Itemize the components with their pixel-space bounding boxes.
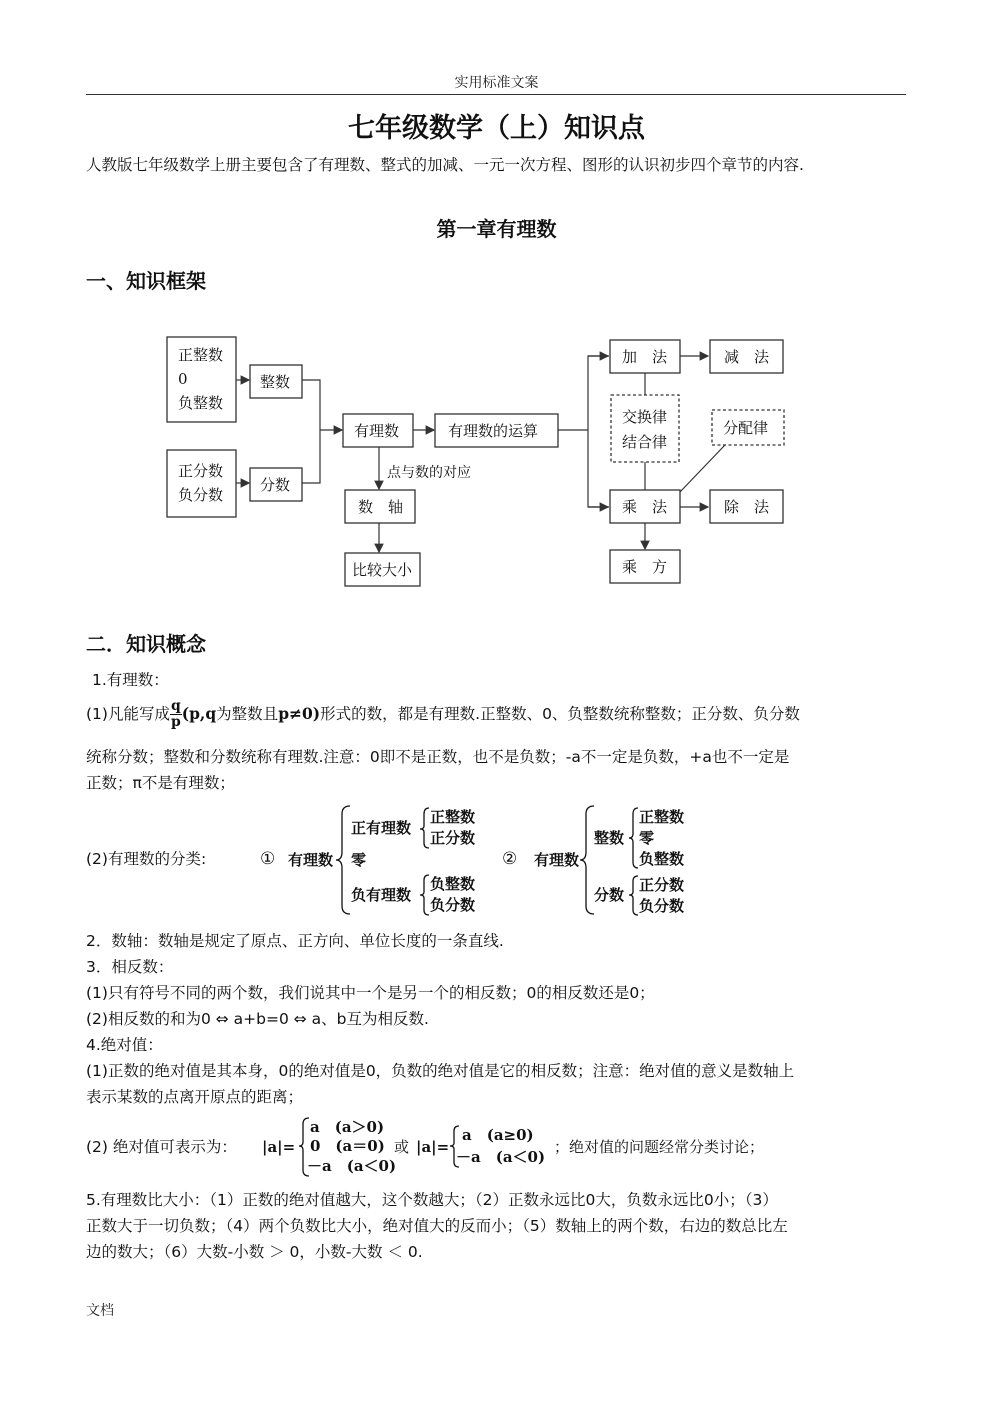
- classification-trees: [280, 800, 720, 925]
- concept1-line3: 正数；π不是有理数；: [86, 774, 235, 792]
- brace-tree2-int: [629, 808, 638, 868]
- concept5-line3: 边的数大；（6）大数-小数 ＞ 0，小数-大数 ＜ 0.: [86, 1243, 423, 1261]
- circle-one: ①: [260, 849, 276, 869]
- label-distributive: 分配律: [723, 419, 769, 437]
- concept3-line1: (1)只有符号不同的两个数，我们说其中一个是另一个的相反数；0的相反数还是0；: [86, 984, 655, 1002]
- label-pos-frac: 正分数: [178, 462, 224, 480]
- label-associative: 结合律: [622, 433, 668, 451]
- box-commutative-associative: [611, 395, 679, 462]
- tree1-neg-frac: 负分数: [430, 896, 476, 914]
- page-title: 七年级数学（上）知识点: [348, 113, 645, 144]
- case2-nonneg: a (a≥0): [462, 1126, 534, 1144]
- label-rational: 有理数: [354, 422, 400, 440]
- label-point-number: 点与数的对应: [387, 465, 471, 481]
- label-neg-frac: 负分数: [178, 486, 224, 504]
- brace-tree1: [336, 806, 350, 914]
- concept5-line2: 正数大于一切负数；（4）两个负数比大小，绝对值大的反而小；（5）数轴上的两个数，右边的数总比左: [86, 1217, 788, 1235]
- concept4-line3-prefix: (2) 绝对值可表示为：: [86, 1138, 237, 1156]
- concept3-line2: (2)相反数的和为0 ⇔ a+b=0 ⇔ a、b互为相反数.: [86, 1010, 429, 1028]
- section-concepts-heading: 二．知识概念: [86, 632, 206, 656]
- label-neg-int: 负整数: [178, 394, 224, 412]
- box-fractions-kinds: [167, 450, 236, 517]
- concept1-line1: (1)凡能写成 $\frac{q}{p}$ (p,q为整数且p≠0)形式的数，都是有理数.正整数、0、负整数统称整数；正分数、负分数: [86, 698, 800, 730]
- tree2-neg-frac: 负分数: [639, 897, 685, 915]
- label-operations: 有理数的运算: [448, 422, 539, 440]
- tree1-root: 有理数: [288, 851, 334, 869]
- tree1-pos-frac: 正分数: [430, 829, 476, 847]
- tree1-zero: 零: [351, 851, 367, 869]
- concept4-line3-suffix: ；绝对值的问题经常分类讨论；: [554, 1138, 765, 1156]
- brace-tree1-pos: [420, 808, 429, 848]
- case1-positive: a (a＞0): [310, 1118, 385, 1136]
- label-subtract: 减 法: [724, 348, 770, 366]
- absolute-value-formula: [258, 1112, 818, 1182]
- case1-negative: －a (a＜0): [307, 1157, 397, 1175]
- brace-tree2-frac: [629, 876, 638, 915]
- tree1-neg-int: 负整数: [430, 875, 476, 893]
- page-footer: 文档: [86, 1303, 114, 1319]
- concept5-line1: 5.有理数比大小：（1）正数的绝对值越大，这个数越大；（2）正数永远比0大，负数永远比0小；（3）: [86, 1191, 778, 1209]
- brace-tree2: [580, 806, 594, 914]
- tree2-pos-frac: 正分数: [639, 876, 685, 894]
- label-multiply: 乘 法: [622, 498, 668, 516]
- tree2-integer: 整数: [594, 829, 625, 847]
- chapter-title: 第一章有理数: [436, 217, 557, 241]
- framework-diagram: [150, 310, 800, 590]
- concept4-heading: 4.绝对值：: [86, 1036, 163, 1054]
- tree2-root: 有理数: [534, 851, 580, 869]
- label-divide: 除 法: [724, 498, 770, 516]
- tree2-zero: 零: [639, 829, 655, 847]
- tree2-fraction: 分数: [594, 886, 625, 904]
- concept4-line1: (1)正数的绝对值是其本身，0的绝对值是0，负数的绝对值是它的相反数；注意：绝对值的意义是数轴上: [86, 1062, 795, 1080]
- label-power: 乘 方: [622, 558, 668, 576]
- concept1-line2: 统称分数；整数和分数统称有理数.注意：0即不是正数，也不是负数；-a不一定是负数，+a也不一定是: [86, 748, 790, 766]
- abs-lhs-2: |a|=: [416, 1138, 450, 1156]
- tree2-neg-int: 负整数: [639, 850, 685, 868]
- case1-zero: 0 (a＝0): [310, 1137, 385, 1155]
- tree1-positive: 正有理数: [351, 819, 412, 837]
- tree1-negative: 负有理数: [351, 886, 412, 904]
- section-framework-heading: 一、知识框架: [86, 269, 206, 293]
- brace-tree1-neg: [420, 875, 429, 915]
- case2-negative: －a (a＜0): [456, 1148, 546, 1166]
- abs-lhs-1: |a|=: [262, 1138, 296, 1156]
- label-add: 加 法: [622, 348, 668, 366]
- fraction-q-over-p: $\frac{q}{p}$: [170, 698, 181, 730]
- label-fraction: 分数: [260, 476, 291, 494]
- classification-label: (2)有理数的分类:: [86, 850, 207, 868]
- label-commutative: 交换律: [622, 408, 668, 426]
- concept3-heading: 3．相反数：: [86, 958, 174, 976]
- label-pos-int: 正整数: [178, 346, 224, 364]
- label-integer: 整数: [260, 373, 291, 391]
- circle-two: ②: [502, 849, 518, 869]
- page-header: 实用标准文案: [454, 75, 539, 91]
- tree2-pos-int: 正整数: [639, 808, 685, 826]
- label-compare: 比较大小: [352, 561, 413, 579]
- intro-text: 人教版七年级数学上册主要包含了有理数、整式的加减、一元一次方程、图形的认识初步四个章节的内容.: [86, 156, 804, 174]
- formula-or: 或: [394, 1138, 410, 1156]
- header-rule: [86, 94, 906, 95]
- label-zero: 0: [178, 370, 188, 388]
- concept4-line2: 表示某数的点离开原点的距离；: [86, 1088, 304, 1106]
- concept2-number-line: 2．数轴：数轴是规定了原点、正方向、单位长度的一条直线.: [86, 932, 504, 950]
- concept1-heading: 1.有理数：: [92, 671, 169, 689]
- label-number-line: 数 轴: [358, 498, 404, 516]
- tree1-pos-int: 正整数: [430, 808, 476, 826]
